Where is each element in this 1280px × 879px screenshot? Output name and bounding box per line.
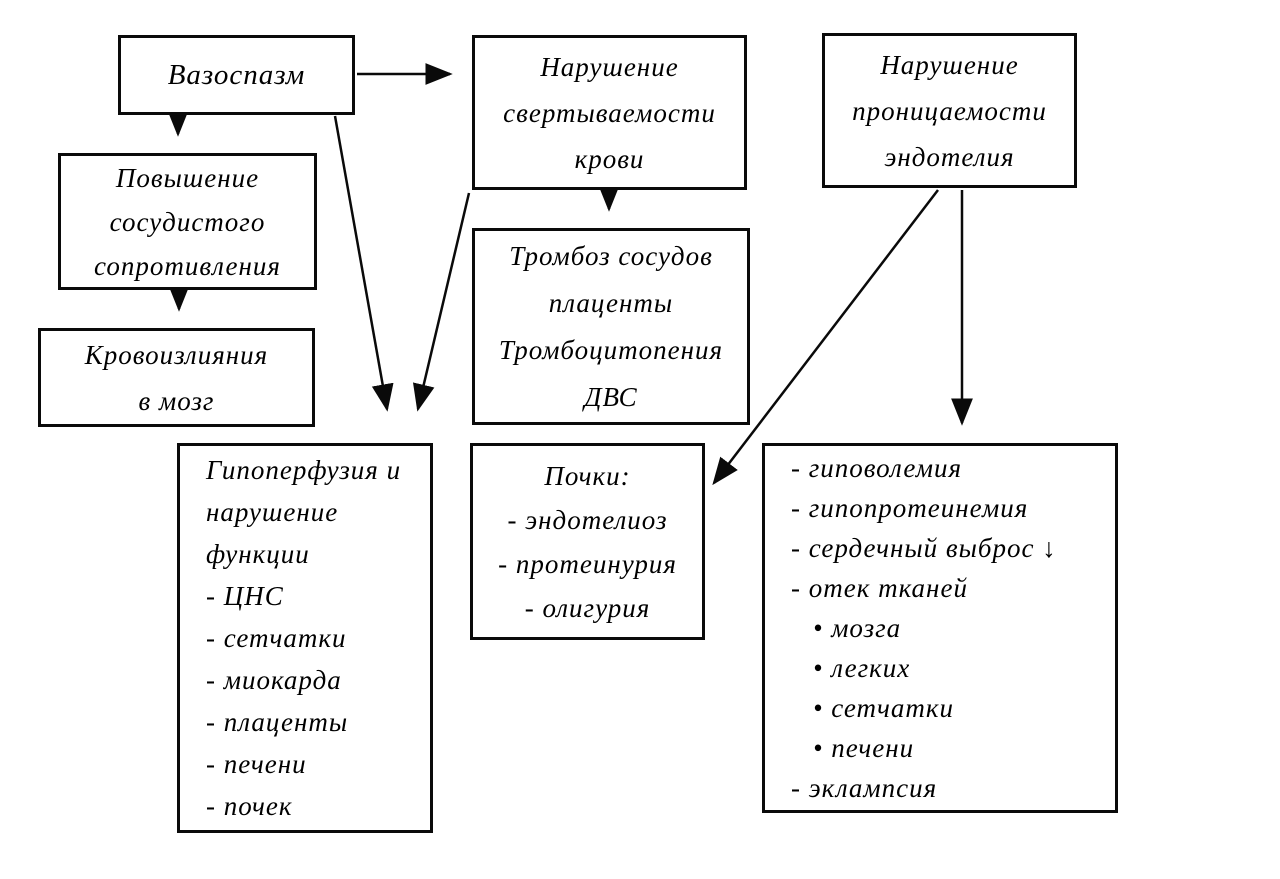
box-line: Гипоперфузия и bbox=[206, 455, 402, 485]
arrow-coagulation-to-hypoperfusion bbox=[418, 193, 469, 409]
list-item: - сердечный выброс ↓ bbox=[791, 533, 1057, 563]
list-item: - гипопротеинемия bbox=[791, 493, 1029, 523]
list-item: • сетчатки bbox=[813, 693, 954, 723]
box-line: сопротивления bbox=[94, 250, 281, 281]
box-line: сосудистого bbox=[109, 206, 266, 237]
box-line: ДВС bbox=[584, 381, 638, 412]
list-item: - гиповолемия bbox=[791, 453, 963, 483]
box-line: эндотелия bbox=[884, 141, 1015, 172]
box-line: плаценты bbox=[548, 287, 674, 318]
list-item: • мозга bbox=[813, 613, 902, 643]
box-thrombosis bbox=[472, 228, 750, 425]
box-vasospasm-text: Вазоспазм bbox=[167, 59, 306, 91]
box-line: Почки: bbox=[544, 460, 631, 491]
box-line: Нарушение bbox=[880, 49, 1019, 80]
box-line: проницаемости bbox=[852, 95, 1047, 126]
list-item: - плаценты bbox=[206, 707, 349, 737]
box-vascular-resistance bbox=[58, 153, 317, 290]
arrow-vasospasm-to-hypoperfusion bbox=[335, 116, 387, 409]
list-item: • легких bbox=[813, 653, 911, 683]
box-kidneys bbox=[470, 443, 705, 640]
list-item: • печени bbox=[813, 733, 915, 763]
box-endothelium bbox=[822, 33, 1077, 188]
box-coagulation bbox=[472, 35, 747, 190]
list-item: - печени bbox=[206, 749, 307, 779]
box-brain-hemorrhage bbox=[38, 328, 315, 427]
list-item: - протеинурия bbox=[498, 548, 677, 579]
box-vasospasm bbox=[118, 35, 355, 115]
list-item: - отек тканей bbox=[791, 573, 968, 603]
box-line: Тромбоцитопения bbox=[498, 334, 724, 365]
list-item: - эклампсия bbox=[791, 773, 938, 803]
list-item: - эндотелиоз bbox=[507, 504, 668, 535]
box-line: нарушение bbox=[206, 497, 339, 527]
box-line: свертываемости bbox=[503, 97, 716, 128]
box-systemic bbox=[762, 443, 1118, 813]
box-line: Повышение bbox=[115, 162, 260, 193]
list-item: - сетчатки bbox=[206, 623, 347, 653]
box-line: Кровоизлияния bbox=[84, 339, 269, 370]
list-item: - олигурия bbox=[524, 592, 651, 623]
box-line: функции bbox=[206, 539, 310, 569]
box-line: Нарушение bbox=[540, 51, 679, 82]
box-line: крови bbox=[574, 143, 645, 174]
box-line: Тромбоз сосудов bbox=[509, 240, 713, 271]
list-item: - ЦНС bbox=[206, 581, 284, 611]
box-hypoperfusion bbox=[177, 443, 433, 833]
list-item: - почек bbox=[206, 791, 293, 821]
box-line: в мозг bbox=[138, 385, 215, 416]
list-item: - миокарда bbox=[206, 665, 342, 695]
